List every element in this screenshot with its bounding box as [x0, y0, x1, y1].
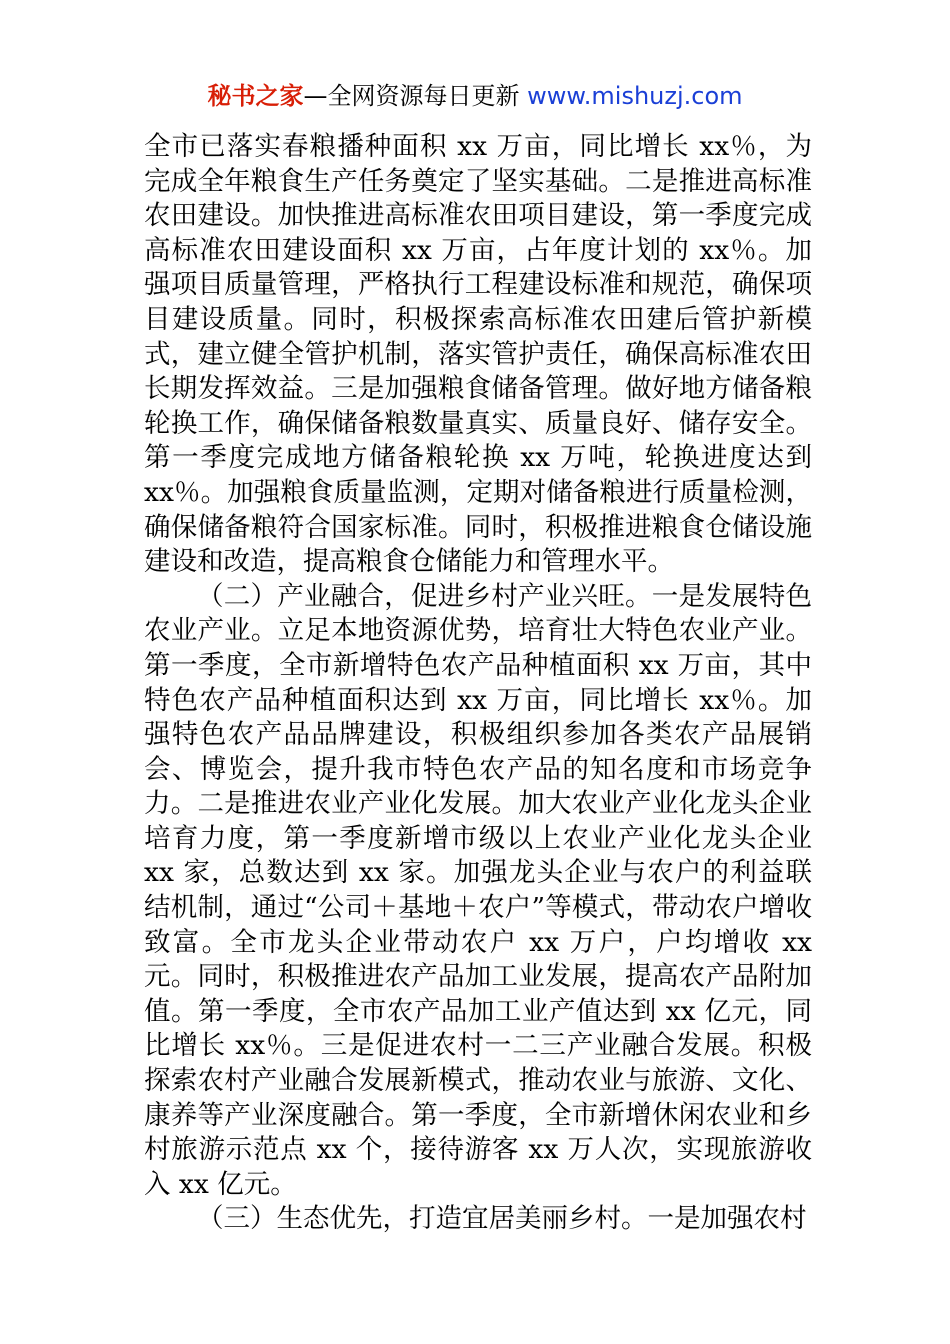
- site-header: [0, 78, 950, 114]
- paragraph-grain-production: 全市已落实春粮播种面积 xx 万亩，同比增长 xx％，为完成全年粮食生产任务奠定了坚实基础。二是推进高标准农田建设。加快推进高标准农田项目建设，第一季度完成高标准农田建设面积 xx 万亩，占年度计划的 xx％。加强项目质量管理，严格执行工程建设标准和规范，确保项目建设质量。同时，积极探索高标准农田建后管护新模式，建立健全管护机制，落实管护责任，确保高标准农田长期发挥效益。三是加强粮食储备管理。做好地方储备粮轮换工作，确保储备粮数量真实、质量良好、储存安全。第一季度完成地方储备粮轮换 xx 万吨，轮换进度达到 xx％。加强粮食质量监测，定期对储备粮进行质量检测，确保储备粮符合国家标准。同时，积极推进粮食仓储设施建设和改造，提高粮食仓储能力和管理水平。: [144, 131, 812, 578]
- paragraph-ecology: （三）生态优先，打造宜居美丽乡村。一是加强农村: [197, 1203, 807, 1235]
- brand-name: 秘书之家: [207, 82, 304, 110]
- header-slogan: —全网资源每日更新: [303, 82, 520, 110]
- document-body: [144, 130, 812, 1237]
- site-url-link[interactable]: www.mishuzj.com: [527, 82, 743, 110]
- paragraph-industry-integration: （二）产业融合，促进乡村产业兴旺。一是发展特色农业产业。立足本地资源优势，培育壮大特色农业产业。第一季度，全市新增特色农产品种植面积 xx 万亩，其中特色农产品种植面积达到 xx 万亩，同比增长 xx％。加强特色农产品品牌建设，积极组织参加各类农产品展销会、博览会，提升我市特色农产品的知名度和市场竞争力。二是推进农业产业化发展。加大农业产业化龙头企业培育力度，第一季度新增市级以上农业产业化龙头企业 xx 家，总数达到 xx 家。加强龙头企业与农户的利益联结机制，通过“公司＋基地＋农户”等模式，带动农户增收致富。全市龙头企业带动农户 xx 万户，户均增收 xx 元。同时，积极推进农产品加工业发展，提高农产品附加值。第一季度，全市农产品加工业产值达到 xx 亿元，同比增长 xx％。三是促进农村一二三产业融合发展。积极探索农村产业融合发展新模式，推动农业与旅游、文化、康养等产业深度融合。第一季度，全市新增休闲农业和乡村旅游示范点 xx 个，接待游客 xx 万人次，实现旅游收入 xx 亿元。: [144, 580, 812, 1200]
